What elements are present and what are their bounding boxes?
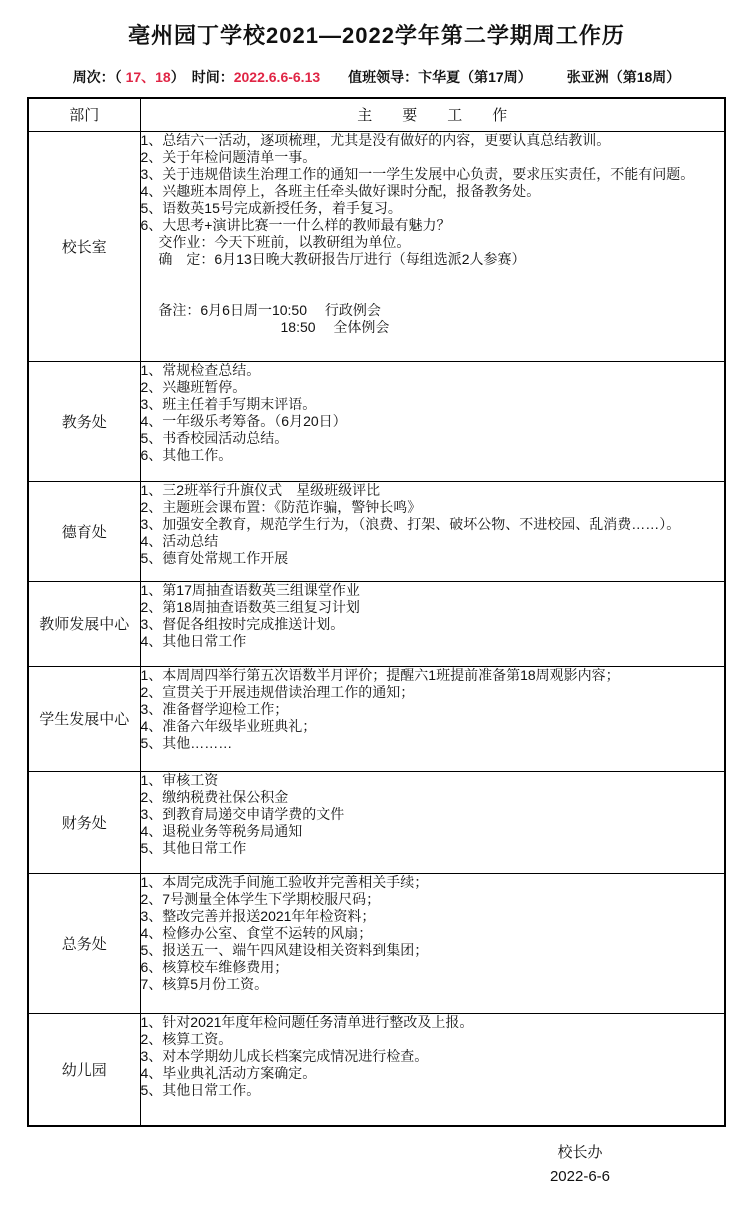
table-row bbox=[28, 771, 725, 873]
work-cell bbox=[140, 1013, 725, 1126]
dept-cell: 幼儿园 bbox=[28, 1013, 140, 1126]
work-line: 18:50 全体例会 bbox=[140, 318, 390, 335]
meta-segment: 2022.6.6-6.13 bbox=[233, 69, 321, 85]
dept-cell: 财务处 bbox=[28, 771, 140, 873]
table-row bbox=[28, 481, 725, 581]
work-line: 4、毕业典礼活动方案确定。 bbox=[140, 1064, 317, 1081]
work-line: 3、准备督学迎检工作； bbox=[140, 700, 289, 717]
dept-cell: 总务处 bbox=[28, 873, 140, 1013]
work-line: 1、本周完成洗手间施工验收并完善相关手续； bbox=[140, 873, 429, 890]
work-line: 1、审核工资 bbox=[140, 771, 219, 788]
meta-line bbox=[0, 67, 753, 87]
work-line: 1、针对2021年度年检问题任务清单进行整改及上报。 bbox=[140, 1013, 474, 1030]
schedule-table-body bbox=[28, 131, 725, 1126]
work-line: 2、第18周抽查语数英三组复习计划 bbox=[140, 598, 360, 615]
work-line: 2、7号测量全体学生下学期校服尺码； bbox=[140, 890, 381, 907]
work-line: 1、第17周抽查语数英三组课堂作业 bbox=[140, 581, 360, 598]
table-row bbox=[28, 581, 725, 666]
work-cell bbox=[140, 131, 725, 361]
work-cell bbox=[140, 873, 725, 1013]
work-line: 5、语数英15号完成新授任务，着手复习。 bbox=[140, 199, 402, 216]
work-line: 1、总结六一活动，逐项梳理，尤其是没有做好的内容，更要认真总结教训。 bbox=[140, 131, 611, 148]
work-line: 2、兴趣班暂停。 bbox=[140, 378, 247, 395]
work-line: 5、报送五一、端午四风建设相关资料到集团； bbox=[140, 941, 429, 958]
work-cell bbox=[140, 666, 725, 771]
work-line: 2、关于年检问题清单一事。 bbox=[140, 148, 317, 165]
work-line: 3、到教育局递交申请学费的文件 bbox=[140, 805, 345, 822]
work-line: 4、其他日常工作 bbox=[140, 632, 247, 649]
work-line: 3、整改完善并报送2021年年检资料； bbox=[140, 907, 376, 924]
work-line: 5、其他……… bbox=[140, 734, 233, 751]
work-line: 7、核算5月份工资。 bbox=[140, 975, 269, 992]
work-line: 确 定：6月13日晚大教研报告厅进行（每组选派2人参赛） bbox=[140, 250, 526, 267]
table-header-row bbox=[28, 98, 725, 131]
dept-cell: 校长室 bbox=[28, 131, 140, 361]
dept-column-header: 部门 bbox=[28, 98, 140, 131]
meta-segment: 周次：（ bbox=[72, 69, 122, 85]
schedule-table bbox=[27, 97, 726, 1127]
work-line: 备注：6月6日周一10:50 行政例会 bbox=[140, 301, 381, 318]
work-line: 4、一年级乐考筹备。（6月20日） bbox=[140, 412, 347, 429]
work-cell bbox=[140, 361, 725, 481]
page-title: 亳州园丁学校2021—2022学年第二学期周工作历 bbox=[128, 23, 625, 48]
work-line: 1、常规检查总结。 bbox=[140, 361, 261, 378]
work-line: 4、退税业务等税务局通知 bbox=[140, 822, 303, 839]
dept-cell: 教师发展中心 bbox=[28, 581, 140, 666]
work-line: 5、书香校园活动总结。 bbox=[140, 429, 289, 446]
work-line: 2、核算工资。 bbox=[140, 1030, 233, 1047]
work-line bbox=[141, 268, 725, 285]
table-row bbox=[28, 1013, 725, 1126]
work-line: 4、准备六年级毕业班典礼； bbox=[140, 717, 317, 734]
work-line: 3、班主任着手写期末评语。 bbox=[140, 395, 317, 412]
table-row bbox=[28, 873, 725, 1013]
work-line: 2、缴纳税费社保公积金 bbox=[140, 788, 289, 805]
work-line: 4、活动总结 bbox=[140, 532, 219, 549]
dept-cell: 德育处 bbox=[28, 481, 140, 581]
work-cell bbox=[140, 581, 725, 666]
work-cell bbox=[140, 771, 725, 873]
work-line: 4、检修办公室、食堂不运转的风扇； bbox=[140, 924, 373, 941]
work-line: 5、德育处常规工作开展 bbox=[140, 549, 289, 566]
meta-segment: ） 时间： bbox=[170, 69, 234, 85]
work-line: 5、其他日常工作。 bbox=[140, 1081, 261, 1098]
work-line: 3、关于违规借读生治理工作的通知一一学生发展中心负责，要求压实责任，不能有问题。 bbox=[140, 165, 695, 182]
work-line: 4、兴趣班本周停上，各班主任牵头做好课时分配，报备教务处。 bbox=[140, 182, 541, 199]
table-row bbox=[28, 666, 725, 771]
work-line: 交作业：今天下班前，以教研组为单位。 bbox=[140, 233, 411, 250]
meta-segment: 值班领导：卞华夏（第17周） 张亚洲（第18周） bbox=[320, 69, 681, 85]
work-line: 6、其他工作。 bbox=[140, 446, 233, 463]
work-line: 2、宣贯关于开展违规借读治理工作的通知； bbox=[140, 683, 415, 700]
work-line bbox=[141, 285, 725, 302]
work-column-header: 主 要 工 作 bbox=[140, 98, 725, 131]
work-line: 3、督促各组按时完成推送计划。 bbox=[140, 615, 345, 632]
table-row bbox=[28, 131, 725, 361]
footer bbox=[455, 1141, 705, 1189]
work-line: 2、主题班会课布置：《防范诈骗，警钟长鸣》 bbox=[140, 498, 422, 515]
dept-cell: 学生发展中心 bbox=[28, 666, 140, 771]
footer-date: 2022-6-6 bbox=[549, 1168, 611, 1185]
work-cell bbox=[140, 481, 725, 581]
work-line: 6、大思考+演讲比赛一一什么样的教师最有魅力？ bbox=[140, 216, 451, 233]
work-line: 5、其他日常工作 bbox=[140, 839, 247, 856]
work-line: 3、加强安全教育，规范学生行为，（浪费、打架、破坏公物、不进校园、乱消费……）。 bbox=[140, 515, 681, 532]
work-line: 3、对本学期幼儿成长档案完成情况进行检查。 bbox=[140, 1047, 429, 1064]
meta-segment: 17、18 bbox=[121, 69, 171, 85]
dept-cell: 教务处 bbox=[28, 361, 140, 481]
table-row bbox=[28, 361, 725, 481]
work-line: 6、核算校车维修费用； bbox=[140, 958, 289, 975]
work-line: 1、本周周四举行第五次语数半月评价；提醒六1班提前准备第18周观影内容； bbox=[140, 666, 620, 683]
work-line: 1、三2班举行升旗仪式 星级班级评比 bbox=[140, 481, 381, 498]
footer-office: 校长办 bbox=[557, 1144, 603, 1161]
